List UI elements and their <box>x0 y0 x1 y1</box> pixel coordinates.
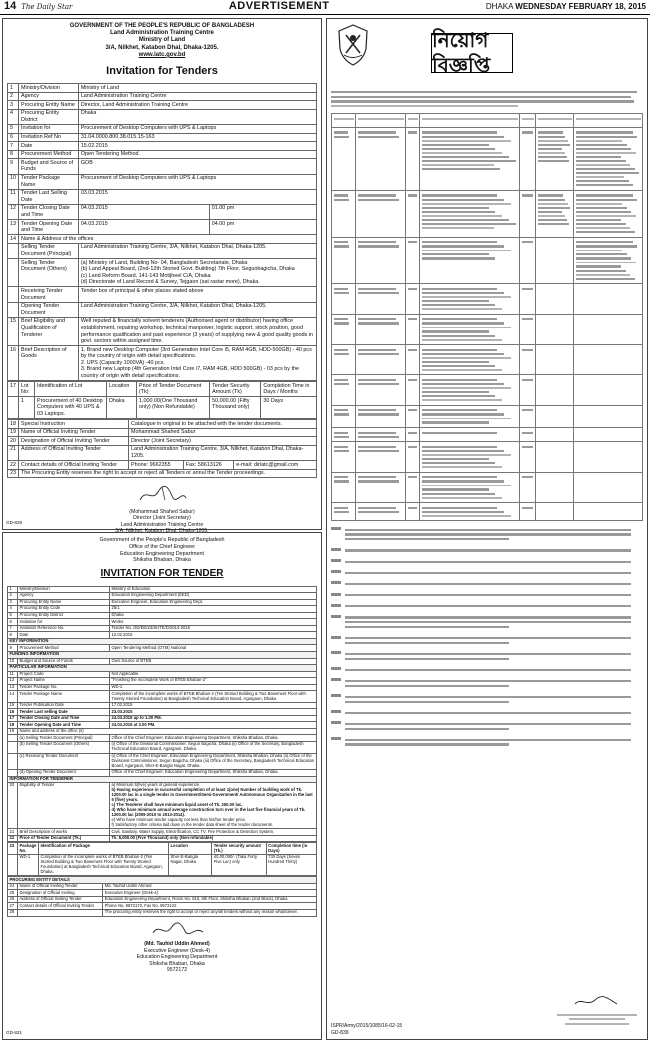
table-row: 17 Tender Closing Date and Time 24.03.2015 up to 1.00 PM. <box>8 715 317 722</box>
table-row: 6 Invitation Ref No 31.04.0000.800.38.015.15-163 <box>8 133 317 142</box>
latc-official-table <box>7 419 317 478</box>
latc-gov-heading: GOVERNMENT OF THE PEOPLE'S REPUBLIC OF BANGLADESH <box>69 23 255 29</box>
latc-centre: Land Administration Training Centre <box>110 30 214 37</box>
table-row: 12 Project Name "Finishing the incomplete Work of BTEB Bhaban-2" <box>8 678 317 685</box>
table-row: (a) Selling Tender Document (Principal) Office of the Chief Engineer, Education Engineering Department, Shiksha Bhaban, Dhaka. <box>8 735 317 742</box>
table-row: 15 Brief Eligibility and Qualification of Tenderer Well reputed & financially solvent tenderers (Authorised agent or distributor) having office establishment, repairing workshop, technical manpower, logistic support, stock position, good performance qualification and past experience (3 years) of supplying new & good quality goods in govt. sectors within assigned time. <box>8 317 317 345</box>
recruitment-intro-text <box>331 91 643 107</box>
table-row: 4 Procuring Entity Code 25/1 <box>8 606 317 613</box>
table-row <box>332 472 643 502</box>
eed-package-table <box>7 842 317 876</box>
eed-title: INVITATION FOR TENDER <box>100 568 224 579</box>
table-row: (d) Opening Tender Document Office of the Chief Engineer, Education Engineering Department, Shiksha Bhaban, Dhaka. <box>8 769 317 776</box>
table-row: 5 Invitation for Procurement of Desktop Computers with UPS & Laptops <box>8 124 317 133</box>
table-row: 13 Tender Opening Date and Time 04.03.2015 04.00 pm <box>8 220 317 235</box>
table-row: 22 Contact details of Official Inviting Tender Phone: 9662355 Fax: 58613126 e-mail: dirlatc@gmail.com <box>8 461 317 470</box>
table-row: 8 Date 12.02.2015 <box>8 632 317 639</box>
table-row: 3 Procuring Entity Name Director, Land Administration Training Centre <box>8 101 317 110</box>
latc-ministry: Ministry of Land <box>138 37 186 44</box>
eed-address: Shiksha Bhaban, Dhaka <box>133 557 191 564</box>
ad-code: GD-839 <box>331 1029 349 1036</box>
latc-lot-table <box>7 381 317 419</box>
table-row: 8 Procurement Method Open Tendering Method. <box>8 150 317 159</box>
table-row: Selling Tender Document (Others) (a) Ministry of Land, Building No- 04, Bangladesh Secretariate, Dhaka (b) Land Appeal Board, (2nd-12th Storied Govt. Building) 7th Floor, Segunbagicha, Dhaka (c) Land Reform Board, 141-143 Motijheel C/A, Dhaka (d) Directorate of Land Record & Survey, Tejgaon (sat rastar more), Dhaka. <box>8 259 317 287</box>
recruitment-conditions <box>331 526 643 748</box>
goods-description: 1. Brand new Desktop Computer (3rd Generation Intel Core i5, RAM 4GB, HDD-500GB) - 40 pcs by the country of origin with detail specifications. 2. UPS (Capacity 1000VA) -40 pcs. 3. Brand new Laptop (4th Generation Intel Core i7, RAM 4GB, HDD 500GB) - 03 pcs by the country of origin with detail specifications. <box>78 346 316 381</box>
table-row: 3 Procuring Entity Name Executive Engineer, Education Engineering Dept. <box>8 599 317 606</box>
eed-signature-block: (Md. Tauhid Uddin Ahmed) Executive Engineer (Desk-4) Education Engineering Department Shiksha Bhaban, Dhaka 9572172 <box>127 921 227 974</box>
selling-others-list: (a) Ministry of Land, Building No- 04, Bangladesh Secretariate, Dhaka (b) Land Appeal Board, (2nd-12th Storied Govt. Building) 7th Floor, Segunbagicha, Dhaka (c) Land Reform Board, 141-143 Motijheel C/A, Dhaka (d) Directorate of Land Record & Survey, Tejgaon (sat rastar more), Dhaka. <box>78 259 316 287</box>
table-row: 4 Procuring Entity District Dhaka <box>8 109 317 124</box>
package-row: WD-1 Completion of the incomplete works of BTEB Bhaban-2 (Ten Storied Building & Two Basement Floor with Twenty Storied Foundation) at Bangladesh Technical Education Board, Agargaon, Dhaka. Sher-E-Bangla Nagar, Dhaka 40,00,000/- (Taka Forty Five Lac) only 730 Days (Seven Hundred Thirty) <box>8 854 317 875</box>
table-row: 27 Contact details of Official Inviting Tender Phone No. 9572172, Fax No. 9572122 <box>8 903 317 910</box>
table-row: 14 Name & Address of the offices <box>8 235 317 244</box>
table-row: 19 Name of Official Inviting Tender Mohammad Shahed Sabur <box>8 428 317 437</box>
masthead-date-text: WEDNESDAY FEBRUARY 18, 2015 <box>515 2 646 11</box>
army-emblem-icon <box>333 23 373 67</box>
eed-office: Office of the Chief Engineer <box>128 543 196 550</box>
table-row: 24 Name of Official Inviting Tender Md. Tauhid Uddin Ahmed <box>8 883 317 890</box>
package-header-row: 23 Package No. Identification of Package Location Tender security amount (Tk.) Completion time (in Days) <box>8 843 317 855</box>
eligibility-list: a) Minimum 5(five) years of general experience. b) Having experience in successful completion of at least 1(one) Number of building work of Tk. 1200.00 lac in a single tender in Government/Semi-Government/ Autonomous Organization in the last 5 (five) years. c) The Tenderer shall have minimum liquid asset of Tk. 250.00 lac. d) Who have minimum annual average construction turn over in the last five financial years of Tk. 1200.00 lac (2009-2010 to 2013-2014). e) Who have minimum tender capacity not less than his/her tender price. f) Satisfactory other criteria laid down in the tender data sheet of the tender documents. <box>110 783 317 829</box>
table-row <box>332 127 643 190</box>
latc-tender-table <box>7 83 317 381</box>
list-item <box>331 580 643 587</box>
table-row: 25 Designation of Official Inviting Executive Engineer (Desk-4) <box>8 890 317 897</box>
table-row: 21 Address of Official Inviting Tender Land Administration Training Centre, 3/A, Nilkhet, Katabon Dhal, Dhaka-1205. <box>8 445 317 460</box>
latc-address: 3/A, Nilkhet, Katabon Dhal, Dhaka-1205. <box>105 44 219 51</box>
eed-official-table <box>7 876 317 916</box>
table-row: 23 The Procuring Entity reserves the right to accept or reject all Tenders or annul the Tender proceedings. <box>8 469 317 478</box>
table-row: 1 Ministry/Division Ministry of Education <box>8 586 317 593</box>
table-row <box>332 284 643 314</box>
list-item <box>331 677 643 689</box>
table-row: 16 Tender Last selling Date 23.03.2015 <box>8 709 317 716</box>
eed-dept: Education Engineering Department <box>120 550 204 557</box>
table-row: 15 Tender Publication Date 17.02.2015 <box>8 702 317 709</box>
table-row: 11 Project Code Not Applicable. <box>8 671 317 678</box>
table-row: 14 Tender Package Name Completion of the incomplete works of BTEB Bhaban-2 (Ten Storied Building & Two Basement Floor with Twenty Storied Foundation) at Bangladesh Technical Education Board, Agargaon, Dhaka. <box>8 691 317 703</box>
page-number: 14 <box>4 0 17 13</box>
lot-row: 1 Procurement of 40 Desktop Computers with 40 UPS & 03 Laptops. Dhaka 1,000.00(One Thousand only) (Non Refundable) 50,000.00 (Fifty Thousand only) 30 Days <box>8 397 317 419</box>
recruitment-ref: ISPR/Army/2015/1085/16-02-15 <box>331 1022 403 1029</box>
list-item <box>331 614 643 631</box>
table-row: 19 Name and address of the office (s) <box>8 728 317 735</box>
masthead-date <box>486 2 646 12</box>
section-header: KEY INFORMATION <box>8 638 317 645</box>
table-row <box>332 503 643 521</box>
table-row: 18 Tender Opening Date and Time 24.03.2015 at 3.00 PM. <box>8 722 317 729</box>
newspaper-name: The Daily Star <box>21 2 73 11</box>
table-row: 28 The procuring entity reserves the right to accept or reject any/all tenders without any reason whatsoever. <box>8 909 317 916</box>
list-item <box>331 693 643 705</box>
signature-mark <box>567 995 627 1009</box>
table-row <box>332 314 643 344</box>
table-row <box>332 345 643 375</box>
masthead <box>0 0 650 15</box>
section-title: ADVERTISEMENT <box>228 0 330 13</box>
list-item <box>331 650 643 662</box>
table-row: 5 Procuring Entity District Dhaka <box>8 612 317 619</box>
table-row: 7 Date 15.02.2015 <box>8 142 317 151</box>
table-row: 20 Designation of Official Inviting Tender Director (Joint Secretary) <box>8 437 317 446</box>
masthead-city: DHAKA <box>485 2 514 11</box>
table-row: 22 Price of Tender Document (Tk.) Tk. 5,000.00 (Five Thousand) only (Non-refundable) <box>8 835 317 842</box>
table-row <box>332 375 643 405</box>
signature-mark <box>132 484 192 506</box>
email-link[interactable]: e-mail: dirlatc@gmail.com <box>234 461 317 470</box>
table-row: 16 Brief Description of Goods 1. Brand new Desktop Computer (3rd Generation Intel Core i5, RAM 4GB, HDD-500GB) - 40 pcs by the country of origin with detail specifications. 2. UPS (Capacity 1000VA) -40 pcs. 3. Brand new Laptop (4th Generation Intel Core i7, RAM 4GB, HDD 500GB) - 03 pcs by the country of origin with detail specifications. <box>8 346 317 381</box>
table-row: Selling Tender Document (Principal) Land Administration Training Centre, 3/A, Nilkhet, Katabon Dhal, Dhaka-1205. <box>8 243 317 258</box>
table-row: 26 Address of Official Inviting Tender Education Engineering Department, Room No. 610, 8th Floor, Shiksha Bhaban (2nd Block), Dhaka <box>8 896 317 903</box>
recruitment-signature <box>557 995 637 1027</box>
table-row: 11 Tender Last Selling Date 03.03.2015 <box>8 189 317 204</box>
list-item <box>331 569 643 576</box>
table-header-row <box>332 113 643 127</box>
table-row: 9 Budget and Source of Funds GOB <box>8 159 317 174</box>
table-row: 9 Procurement Method Open Tendering Method (OTM) National <box>8 645 317 652</box>
list-item <box>331 709 643 716</box>
army-recruitment-ad <box>326 18 648 1040</box>
eed-gov-heading: Government of the People's Republic of Bangladesh <box>99 537 225 543</box>
table-row: 2 Agency Land Administration Training Centre <box>8 92 317 101</box>
table-row: 1 Ministry/Division Ministry of Land <box>8 84 317 93</box>
table-row: Opening Tender Document Land Administration Training Centre, 3/A, Nilkhet, Katabon Dhal, Dhaka-1205. <box>8 302 317 317</box>
table-row <box>332 405 643 427</box>
recruitment-table <box>331 113 643 521</box>
table-row <box>332 237 643 284</box>
list-item <box>331 720 643 732</box>
table-row <box>332 442 643 472</box>
table-row: 18 Special Instruction Catalogue in original to be attached with the tender documents. <box>8 420 317 429</box>
list-item <box>331 635 643 647</box>
list-item <box>331 603 643 610</box>
section-header: FUNDING INFORMATION <box>8 651 317 658</box>
table-row <box>332 190 643 237</box>
latc-tender-ad <box>2 18 322 535</box>
list-item <box>331 547 643 554</box>
table-row: 21 Brief Description of works Civil, Sanitary, Water Supply, Electrification, CC TV, Fire Protection & Detection System. <box>8 829 317 836</box>
table-row: 20 Eligibility of Tender a) Minimum 5(five) years of general experience. b) Having experience in successful completion of at least 1(one) Number of building work of Tk. 1200.00 lac in a single tender in Government/Semi-Government/ Autonomous Organization in the last 5 (five) years. c) The Tenderer shall have minimum liquid asset of Tk. 250.00 lac. d) Who have minimum annual average construction turn over in the last five financial years of Tk. 1200.00 lac (2009-2010 to 2013-2014). e) Who have minimum tender capacity not less than his/her tender price. f) Satisfactory other criteria laid down in the tender data sheet of the tender documents. <box>8 783 317 829</box>
masthead-left <box>4 0 72 14</box>
lot-header-row: 17 Lot No: Identification of Lot Location Price of Tender Document (Tk) Tender Security Amount (Tk) Completion Time in Days / Months <box>8 382 317 397</box>
recruitment-header <box>331 23 643 87</box>
table-row: 7 Invitation Reference No. Tender No. GD/EE/Z4/SHTE/D/2014-2015 <box>8 625 317 632</box>
eed-tender-ad <box>2 532 322 1040</box>
ad-code: GD-821 <box>6 1030 23 1036</box>
section-header: PARTICULAR INFORMATION <box>8 665 317 672</box>
table-row: (c) Receiving Tender Document (i) Office of the Chief Engineer, Education Engineering Department, Shiksha Bhaban, Dhaka (ii) Office of the Divisional Commissioner, Segun Bagicha, Dhaka (iii) Office of the Secretary, Bangladesh Technical Education Board, Agargaon, Sher-E-Bangla Nagar, Dhaka. <box>8 753 317 769</box>
table-row: 13 Tender Package No. WD-1 <box>8 684 317 691</box>
recruitment-title-box <box>431 28 513 77</box>
list-item <box>331 526 643 543</box>
table-row: 10 Tender Package Name Procurement of Desktop Computers with UPS & Laptops <box>8 174 317 189</box>
table-row: 12 Tender Closing Date and Time 04.03.2015 01.00 pm <box>8 204 317 219</box>
list-item <box>331 592 643 599</box>
signature-mark <box>147 921 207 939</box>
latc-title: Invitation for Tenders <box>106 65 218 78</box>
latc-signature-block: (Mohammad Shahed Sabur) Director (Joint Secretary) Land Administration Training Centre 3/A, Nilkhet, Katabon Dhal, Dhaka-1205. <box>7 484 317 535</box>
table-row: (b) Selling Tender Document (Others) (i) Office of the Divisional Commissioner, Segun Bagicha, Dhaka (ii) Office of the Secretary, Bangladesh Technical Education Board, Agargaon, Dhaka. <box>8 742 317 754</box>
section-header: PROCURING ENTITY DETAILS <box>8 877 317 884</box>
table-row: 2 Agency Education Engineering Department (EED) <box>8 593 317 600</box>
list-item <box>331 666 643 673</box>
recruitment-title: নিয়োগ বিজ্ঞপ্তি <box>432 28 491 77</box>
eed-tender-table <box>7 586 317 843</box>
ad-code: GD-826 <box>6 520 23 526</box>
table-row: Receiving Tender Document Tender box of principal & other places stated above <box>8 287 317 302</box>
latc-website-link[interactable]: www.latc.gov.bd <box>138 51 186 58</box>
table-row: 10 Budget and Source of Funds Own Source of BTEB <box>8 658 317 665</box>
list-item <box>331 558 643 565</box>
section-header: INFORMATION FOR TENDERER <box>8 776 317 783</box>
table-row <box>332 428 643 442</box>
list-item <box>331 736 643 748</box>
table-row: 6 Invitation for Works <box>8 619 317 626</box>
